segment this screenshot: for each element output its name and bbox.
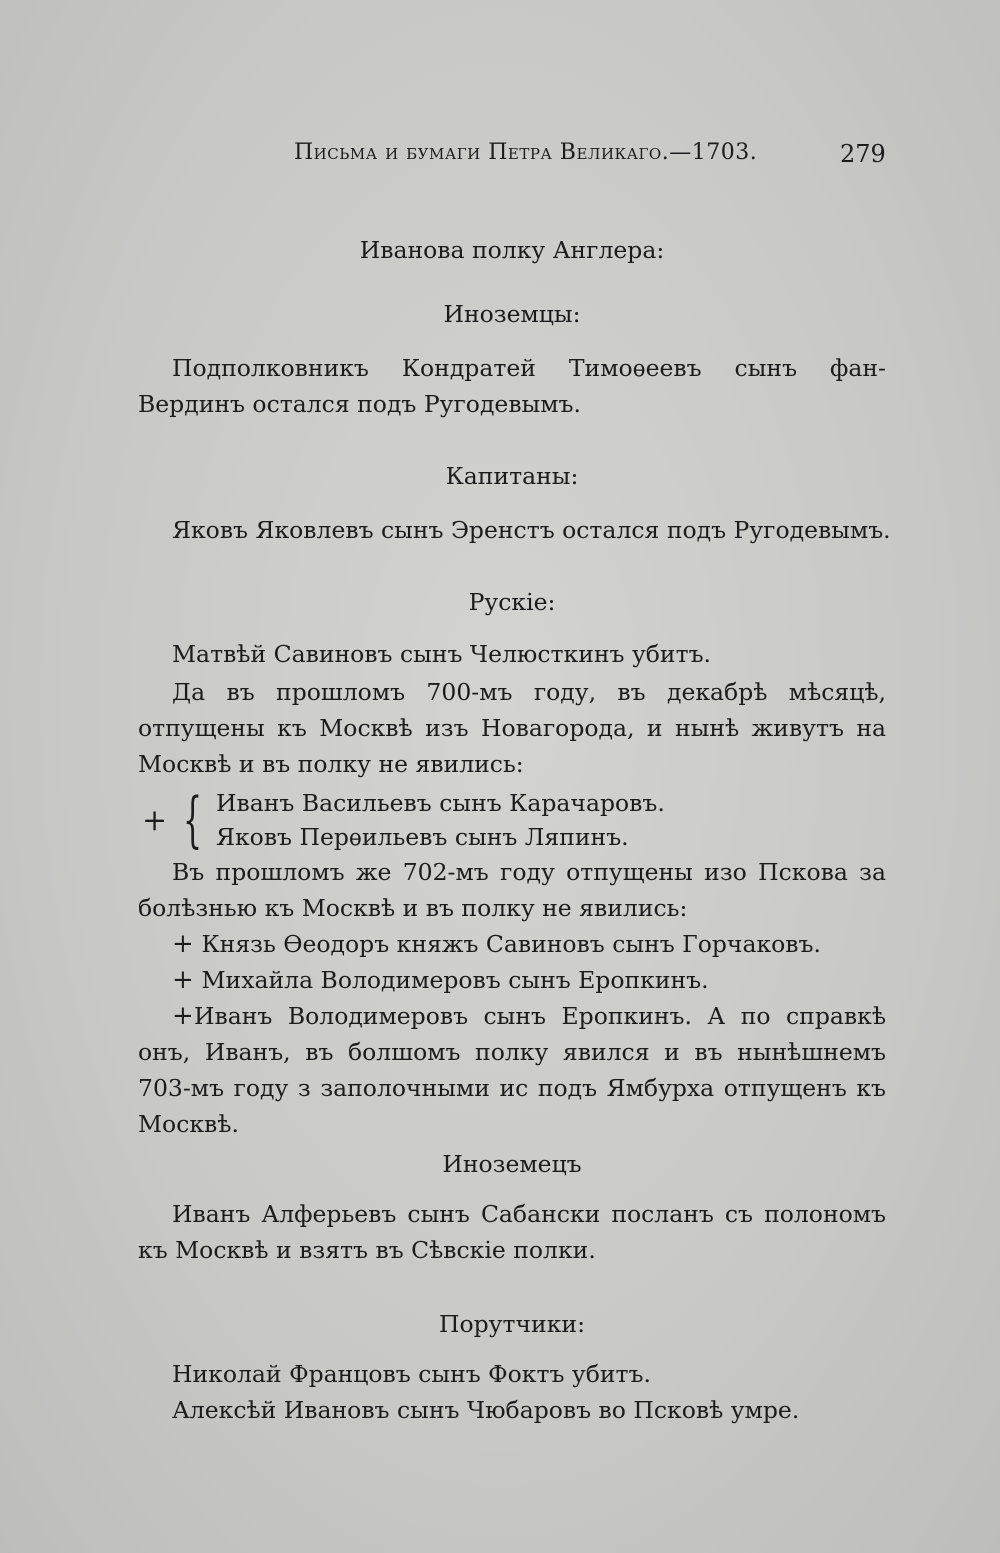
paragraph-foreigners: Подполковникъ Кондратей Тимоѳеевъ сынъ фан-Вердинъ остался подъ Ругодевымъ.: [138, 354, 886, 418]
paragraph-eropkin-ivan: [138, 998, 886, 1142]
line-fokt: Николай Францовъ сынъ Фоктъ убитъ.: [172, 1360, 651, 1388]
name-gorchakov: Князь Ѳеодоръ княжъ Савиновъ сынъ Горчаковъ.: [201, 930, 821, 958]
cross-mark: +: [172, 1001, 194, 1031]
cross-mark: +: [172, 929, 194, 959]
paragraph-702: Въ прошломъ же 702-мъ году отпущены изо Пскова за болѣзнью къ Москвѣ и въ полку не явились:: [138, 858, 886, 922]
heading-foreigners: Иноземцы:: [443, 300, 581, 328]
section-title-angler: Иванова полку Англера:: [359, 236, 665, 264]
cross-mark: +: [172, 965, 194, 995]
paragraph-700: Да въ прошломъ 700-мъ году, въ декабрѣ мѣсяцѣ, отпущены къ Москвѣ изъ Новагорода, и нынѣ живутъ на Москвѣ и въ полку не явились:: [138, 678, 886, 778]
line-chelyuskin: Матвѣй Савиновъ сынъ Челюсткинъ убитъ.: [172, 640, 712, 668]
curly-brace-icon: {: [183, 785, 203, 855]
page-number: 279: [840, 140, 886, 168]
paragraph-sabanski: Иванъ Алферьевъ сынъ Сабански посланъ съ полономъ къ Москвѣ и взятъ въ Сѣвскіе полки.: [138, 1200, 886, 1264]
name-eropkin-ivan: Иванъ Володимеровъ сынъ Еропкинъ. А по справкѣ онъ, Иванъ, въ болшомъ полку явился и въ нынѣшнемъ 703-мъ году з заполочными ис подъ Ямбурха отпущенъ къ Москвѣ.: [138, 1002, 886, 1138]
paragraph-captains: Яковъ Яковлевъ сынъ Эренстъ остался подъ Ругодевымъ.: [172, 516, 891, 544]
name-karacharov: Иванъ Васильевъ сынъ Карачаровъ.: [216, 789, 665, 817]
cross-mark: +: [142, 803, 168, 838]
line-eropkin-mikhaila: [138, 962, 920, 998]
heading-foreigner: Иноземецъ: [442, 1150, 582, 1178]
heading-lieutenants: Порутчики:: [439, 1310, 585, 1338]
heading-russians: Рускіе:: [468, 588, 556, 616]
heading-captains: Капитаны:: [445, 462, 579, 490]
line-gorchakov: [138, 926, 920, 962]
name-eropkin-mikhaila: Михайла Володимеровъ сынъ Еропкинъ.: [201, 966, 709, 994]
name-lyapin: Яковъ Перѳильевъ сынъ Ляпинъ.: [216, 823, 629, 851]
line-chyubarov: Алексѣй Ивановъ сынъ Чюбаровъ во Псковѣ умре.: [172, 1396, 800, 1424]
running-title: Письма и бумаги Петра Великаго.—1703.: [294, 140, 758, 165]
